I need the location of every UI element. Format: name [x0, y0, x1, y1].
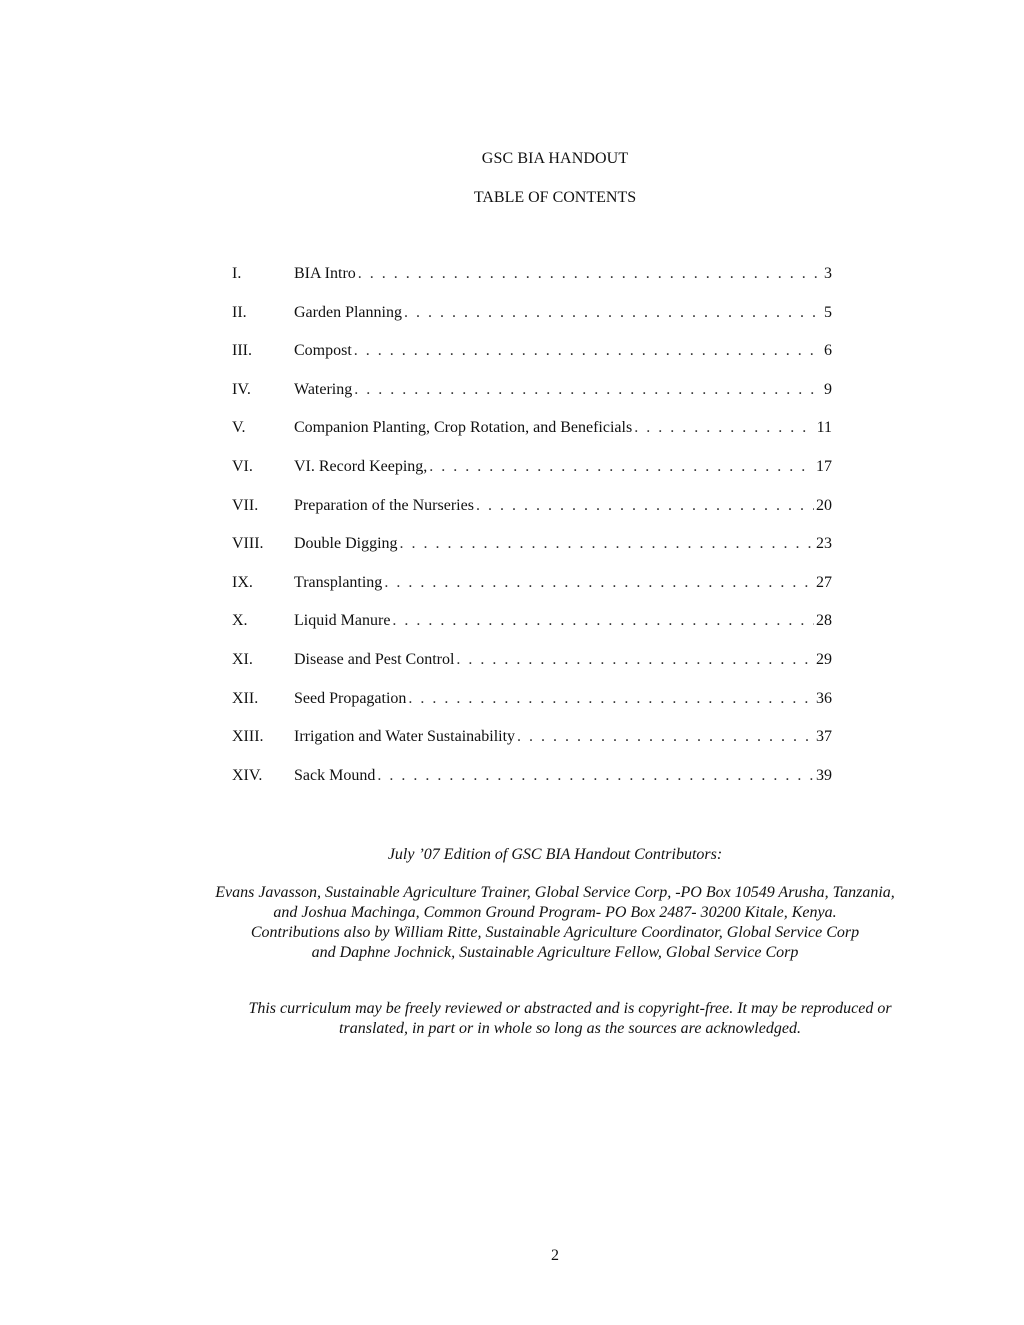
license-line: This curriculum may be freely reviewed or abstracted and is copyright-free. It may be reproduced or	[248, 1000, 892, 1017]
toc-entry-number: II.	[232, 303, 247, 321]
toc-entry-title: Sack Mound	[294, 766, 376, 784]
toc-entry-number: III.	[232, 342, 252, 360]
toc-entry[interactable]	[232, 497, 832, 536]
dot-leader	[384, 574, 814, 592]
toc-entry-page: 28	[816, 612, 832, 630]
toc-entry[interactable]	[232, 535, 832, 574]
toc-entry-title: Double Digging	[294, 535, 398, 553]
dot-leader	[476, 497, 814, 515]
toc-entry-page: 11	[816, 419, 832, 437]
toc-entry-number: XIII.	[232, 728, 264, 746]
license-line: translated, in part or in whole so long as the sources are acknowledged.	[339, 1020, 801, 1037]
toc-entry-title: Garden Planning	[294, 303, 402, 321]
toc-entry[interactable]	[232, 419, 832, 458]
toc-entry-title: Preparation of the Nurseries	[294, 496, 474, 514]
toc-entry-number: XI.	[232, 650, 253, 668]
toc-entry-title: Seed Propagation	[294, 689, 407, 707]
toc-entry-number: VIII.	[232, 535, 264, 553]
toc-entry[interactable]	[232, 265, 832, 304]
toc-entry-number: VI.	[232, 457, 253, 475]
dot-leader	[517, 728, 814, 746]
toc-entry-number: I.	[232, 265, 242, 282]
dot-leader	[354, 381, 822, 399]
document-title: GSC BIA HANDOUT	[481, 150, 629, 167]
toc-entry-page: 9	[824, 380, 832, 398]
dot-leader	[354, 342, 822, 360]
toc-entry[interactable]	[232, 381, 832, 420]
toc-entry-number: IV.	[232, 380, 251, 398]
toc-entry-title: Disease and Pest Control	[294, 650, 455, 668]
dot-leader	[392, 612, 814, 630]
dot-leader	[377, 767, 814, 785]
toc-entry[interactable]	[232, 458, 832, 497]
toc-entry[interactable]	[232, 651, 832, 690]
dot-leader	[400, 535, 814, 553]
toc-entry-page: 5	[824, 303, 832, 321]
contributors-line: and Joshua Machinga, Common Ground Program- PO Box 2487- 30200 Kitale, Kenya.	[273, 904, 837, 921]
toc-entry-title: Compost	[294, 342, 352, 360]
toc-entry-title: BIA Intro	[294, 265, 356, 282]
toc-entry-page: 37	[816, 728, 832, 746]
toc-entry[interactable]	[232, 728, 832, 767]
toc-entry[interactable]	[232, 690, 832, 729]
dot-leader	[408, 690, 814, 708]
dot-leader	[634, 419, 814, 437]
toc-entry-number: IX.	[232, 573, 253, 591]
contributors-line: Evans Javasson, Sustainable Agriculture Trainer, Global Service Corp, -PO Box 10549 Arusha, Tanzania,	[215, 884, 895, 901]
toc-entry[interactable]	[232, 767, 832, 806]
toc-entry-page: 39	[816, 766, 832, 784]
toc-entry[interactable]	[232, 574, 832, 613]
toc-entry-title: Watering	[294, 380, 353, 398]
toc-entry[interactable]	[232, 304, 832, 343]
dot-leader	[358, 265, 822, 283]
toc-entry-page: 20	[816, 496, 832, 514]
toc-entry-title: VI. Record Keeping,	[294, 457, 428, 475]
toc-entry-title: Companion Planting, Crop Rotation, and Beneficials	[294, 419, 633, 437]
toc-entry[interactable]	[232, 612, 832, 651]
page-number: 2	[551, 1247, 559, 1264]
toc-entry-page: 23	[816, 535, 832, 553]
edition-note: July ’07 Edition of GSC BIA Handout Contributors:	[387, 846, 723, 863]
toc-entry-page: 29	[816, 650, 832, 668]
toc-entry-number: V.	[232, 419, 246, 437]
table-of-contents	[232, 265, 832, 805]
toc-entry-number: XIV.	[232, 766, 263, 784]
toc-entry-page: 3	[824, 265, 832, 282]
toc-entry[interactable]	[232, 342, 832, 381]
toc-entry-page: 27	[816, 573, 832, 591]
contributors-line: Contributions also by William Ritte, Sustainable Agriculture Coordinator, Global Service Corp	[250, 924, 860, 941]
toc-entry-number: XII.	[232, 689, 259, 707]
toc-entry-page: 17	[816, 457, 832, 475]
toc-heading: TABLE OF CONTENTS	[473, 189, 637, 206]
contributors-line: and Daphne Jochnick, Sustainable Agriculture Fellow, Global Service Corp	[311, 944, 799, 961]
toc-entry-title: Irrigation and Water Sustainability	[294, 728, 516, 746]
contributors-block	[150, 883, 960, 963]
dot-leader	[456, 651, 814, 669]
toc-entry-number: X.	[232, 612, 248, 630]
toc-entry-page: 36	[816, 689, 832, 707]
dot-leader	[404, 304, 822, 322]
license-note	[160, 999, 980, 1039]
toc-entry-title: Transplanting	[294, 573, 383, 591]
toc-entry-number: VII.	[232, 496, 259, 514]
dot-leader	[429, 458, 814, 476]
toc-entry-title: Liquid Manure	[294, 612, 391, 630]
toc-entry-page: 6	[824, 342, 832, 360]
